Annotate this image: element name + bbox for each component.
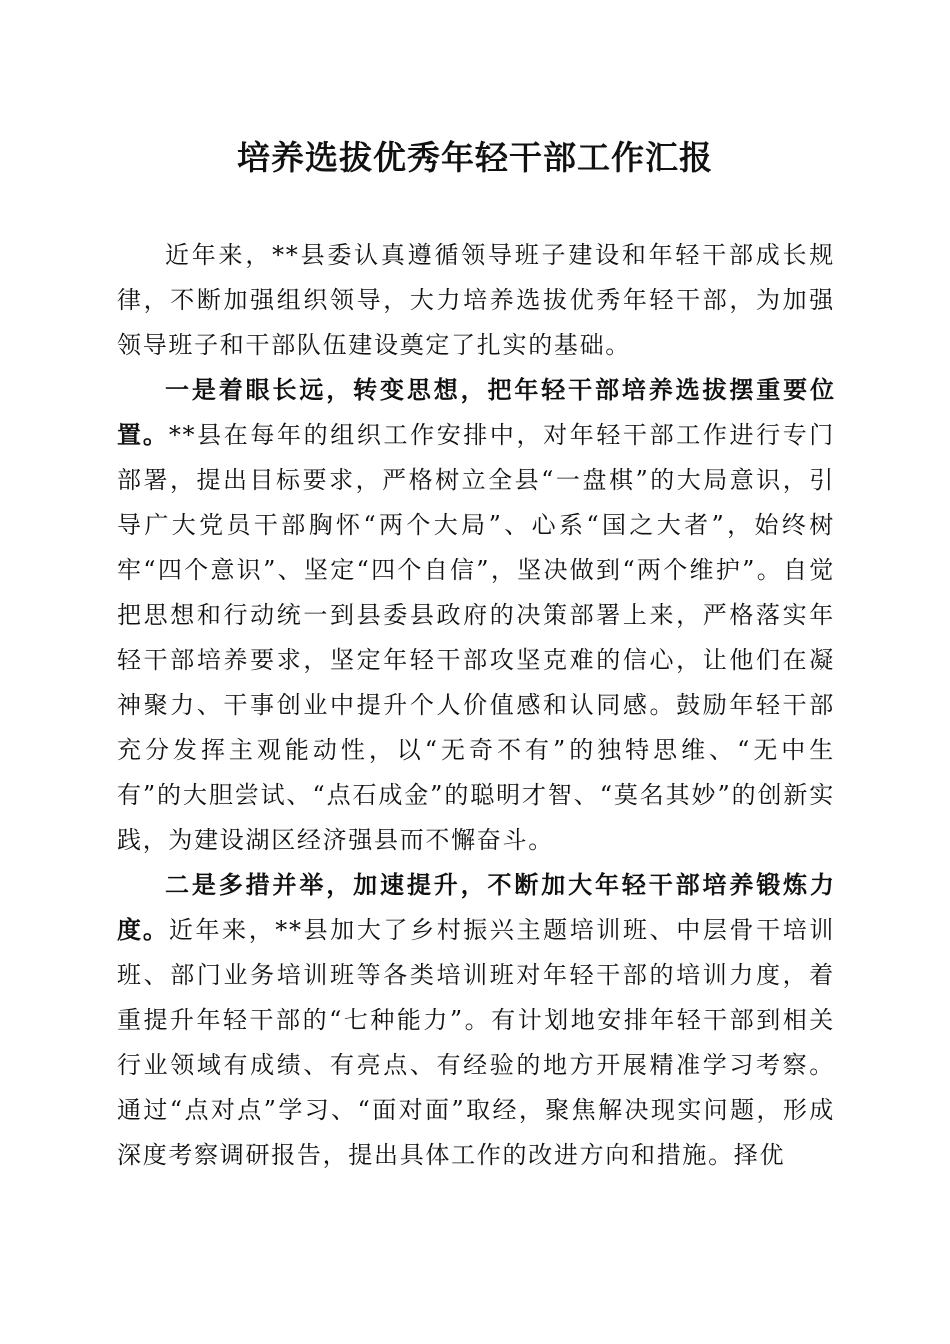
paragraph-intro [117,233,835,368]
paragraph-intro-text: 近年来，**县委认真遵循领导班子建设和年轻干部成长规律，不断加强组织领导，大力培养选拔优秀年轻干部，为加强领导班子和干部队伍建设奠定了扎实的基础。 [117,241,835,359]
document-title: 培养选拔优秀年轻干部工作汇报 [237,138,713,177]
paragraph-point-two [117,863,835,1178]
paragraph-point-one [117,368,835,863]
document-body [117,233,835,1178]
paragraph-point-two-lead: 二是多措并举，加速提升，不断加大年轻干部培养锻炼力度。 [117,871,835,944]
paragraph-point-two-text: 近年来，**县加大了乡村振兴主题培训班、中层骨干培训班、部门业务培训班等各类培训班对年轻干部的培训力度，着重提升年轻干部的“七种能力”。有计划地安排年轻干部到相关行业领域有成绩、有亮点、有经验的地方开展精准学习考察。通过“点对点”学习、“面对面”取经，聚焦解决现实问题，形成深度考察调研报告，提出具体工作的改进方向和措施。择优 [117,916,836,1169]
paragraph-point-one-lead: 一是着眼长远，转变思想，把年轻干部培养选拔摆重要位置。 [117,376,835,449]
paragraph-point-one-text: **县在每年的组织工作安排中，对年轻干部工作进行专门部署，提出目标要求，严格树立全县“一盘棋”的大局意识，引导广大党员干部胸怀“两个大局”、心系“国之大者”，始终树牢“四个意识”、坚定“四个自信”，坚决做到“两个维护”。自觉把思想和行动统一到县委县政府的决策部署上来，严格落实年轻干部培养要求，坚定年轻干部攻坚克难的信心，让他们在凝神聚力、干事创业中提升个人价值感和认同感。鼓励年轻干部充分发挥主观能动性，以“无奇不有”的独特思维、“无中生有”的大胆尝试、“点石成金”的聪明才智、“莫名其妙”的创新实践，为建设湖区经济强县而不懈奋斗。 [117,421,836,854]
